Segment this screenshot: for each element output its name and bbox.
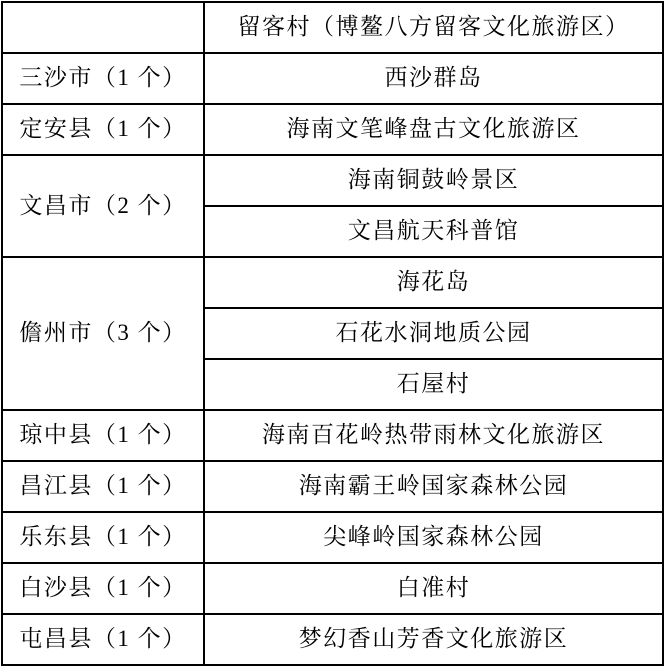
region-cell: 文昌市（2 个） xyxy=(2,155,204,257)
attraction-cell: 海南铜鼓岭景区 xyxy=(204,155,663,206)
attraction-cell: 文昌航天科普馆 xyxy=(204,206,663,257)
attraction-cell: 石花水洞地质公园 xyxy=(204,308,663,359)
region-cell: 儋州市（3 个） xyxy=(2,257,204,410)
region-cell: 屯昌县（1 个） xyxy=(2,614,204,665)
table-row xyxy=(2,563,663,614)
attraction-cell: 海南霸王岭国家森林公园 xyxy=(204,461,663,512)
hainan-attractions-table xyxy=(1,1,664,666)
attraction-cell: 海花岛 xyxy=(204,257,663,308)
header-region-cell xyxy=(2,2,204,53)
attraction-cell: 西沙群岛 xyxy=(204,53,663,104)
table-row xyxy=(2,614,663,665)
region-cell: 乐东县（1 个） xyxy=(2,512,204,563)
table-row xyxy=(2,461,663,512)
table-row xyxy=(2,410,663,461)
region-cell: 白沙县（1 个） xyxy=(2,563,204,614)
header-attraction-cell: 留客村（博鳌八方留客文化旅游区） xyxy=(204,2,663,53)
attraction-cell: 梦幻香山芳香文化旅游区 xyxy=(204,614,663,665)
table-row xyxy=(2,53,663,104)
table-body xyxy=(2,2,663,665)
table-row xyxy=(2,104,663,155)
attraction-cell: 海南文笔峰盘古文化旅游区 xyxy=(204,104,663,155)
region-cell: 定安县（1 个） xyxy=(2,104,204,155)
attraction-cell: 石屋村 xyxy=(204,359,663,410)
attraction-cell: 尖峰岭国家森林公园 xyxy=(204,512,663,563)
table-row xyxy=(2,257,663,308)
table-row xyxy=(2,155,663,206)
region-cell: 三沙市（1 个） xyxy=(2,53,204,104)
attraction-cell: 海南百花岭热带雨林文化旅游区 xyxy=(204,410,663,461)
table-row xyxy=(2,512,663,563)
attraction-cell: 白准村 xyxy=(204,563,663,614)
header-row xyxy=(2,2,663,53)
region-cell: 昌江县（1 个） xyxy=(2,461,204,512)
region-cell: 琼中县（1 个） xyxy=(2,410,204,461)
